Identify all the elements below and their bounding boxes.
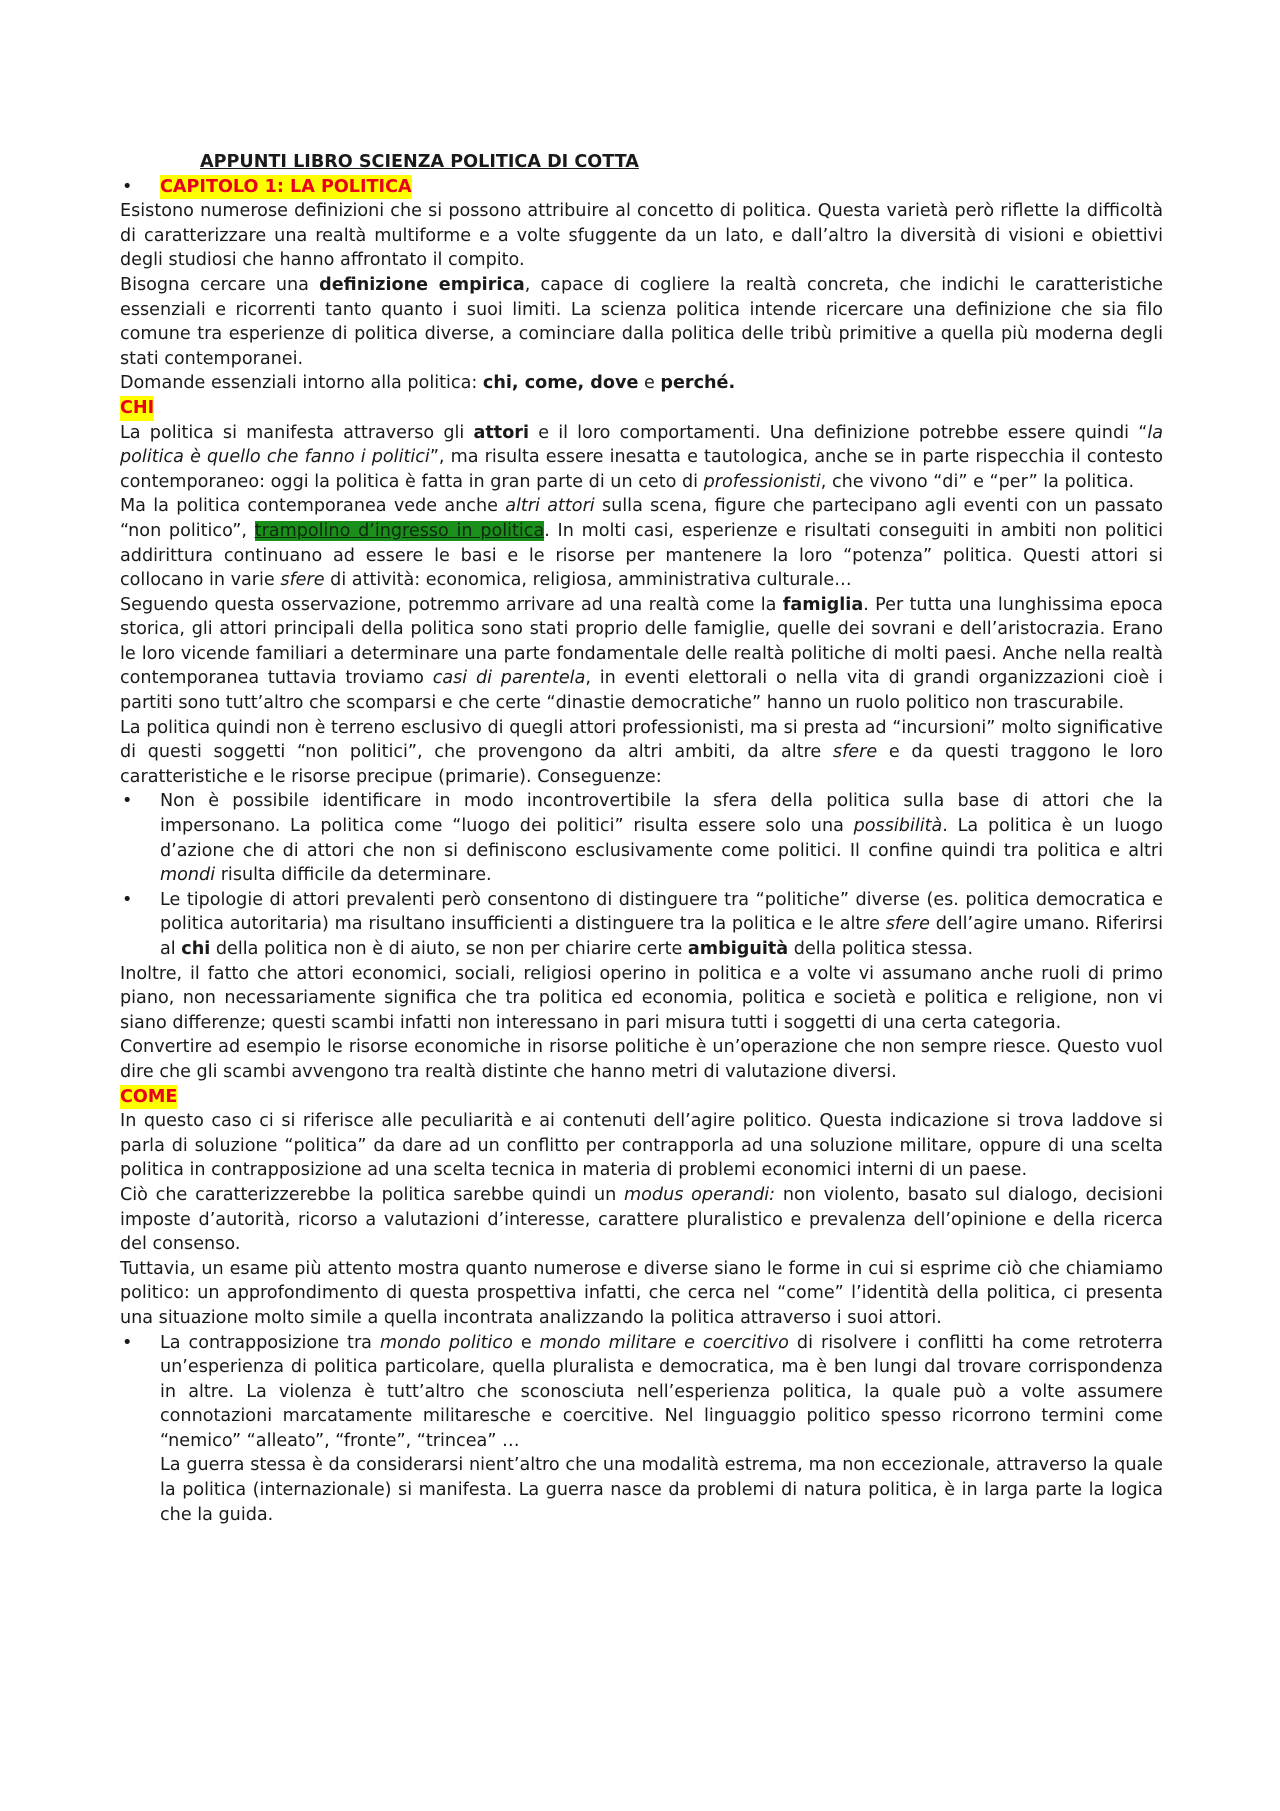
come-paragraph-1: In questo caso ci si riferisce alle peculiarità e ai contenuti dell’agire politico. Questa indicazione si trova laddove si parla di soluzione “politica” da dare ad un conflitto per contrapporla ad una soluzione militare, oppure di una scelta politica in contrapposizione ad una scelta tecnica in materia di problemi economici interni di un paese. bbox=[120, 1111, 1163, 1181]
intro-paragraph-3: Domande essenziali intorno alla politica: chi, come, dove e perché. bbox=[120, 373, 736, 394]
bullet-icon: • bbox=[122, 889, 133, 910]
bullet-icon: • bbox=[122, 791, 133, 812]
intro-paragraph-1: Esistono numerose definizioni che si possono attribuire al concetto di politica. Questa varietà però riflette la difficoltà di caratterizzare una realtà multiforme e a volte sfuggente da un lato, e dall’altro la diversità di visioni e obiettivi degli studiosi che hanno affrontato il compito. bbox=[120, 201, 1163, 271]
chi-paragraph-5: Inoltre, il fatto che attori economici, sociali, religiosi operino in politica e a volte vi assumano anche ruoli di primo piano, non necessariamente significa che tra politica ed economia, politica e società e politica e religione, non vi siano differenze; questi scambi infatti non interessano in pari misura tutti i soggetti di una certa categoria. bbox=[120, 963, 1163, 1033]
chi-bullet-1: • Non è possibile identificare in modo incontrovertibile la sfera della politica sulla base di attori che la impersonano. La politica come “luogo dei politici” risulta essere solo una possibilità. La politica è un luogo d’azione che di attori che non si definiscono esclusivamente come politici. Il confine quindi tra politica e altri mondi risulta difficile da determinare. bbox=[122, 791, 1163, 886]
chi-paragraph-2: Ma la politica contemporanea vede anche altri attori sulla scena, figure che partecipano agli eventi con un passato “non politico”, trampolino d’ingresso in politica. In molti casi, esperienze e risultati conseguiti in ambiti non politici addirittura continuano ad essere le basi e le risorse per mantenere la loro “potenza” politica. Questi attori si collocano in varie sfere di attività: economica, religiosa, amministrativa culturale… bbox=[120, 496, 1163, 591]
section-chi-heading-line bbox=[120, 396, 1163, 421]
section-heading-chi: CHI bbox=[120, 396, 154, 421]
chi-paragraph-1: La politica si manifesta attraverso gli attori e il loro comportamenti. Una definizione potrebbe essere quindi “la politica è quello che fanno i politici”, ma risulta essere inesatta e tautologica, anche se in parte rispecchia il contesto contemporaneo: oggi la politica è fatta in gran parte di un ceto di professionisti, che vivono “di” e “per” la politica. bbox=[120, 422, 1163, 492]
come-bullet-1: • La contrapposizione tra mondo politico e mondo militare e coercitivo di risolvere i conflitti ha come retroterra un’esperienza di politica particolare, quella pluralista e democratica, ma è ben lungi dal trovare corrispondenza in altre. La violenza è tutt’altro che sconosciuta nell’esperienza politica, la quale può a volte assumere connotazioni marcatamente militaresche e coercitive. Nel linguaggio politico spesso ricorrono termini come “nemico” “alleato”, “fronte”, “trincea” … bbox=[122, 1332, 1164, 1451]
come-bullet-1-continuation: La guerra stessa è da considerarsi nient’altro che una modalità estrema, ma non eccezionale, attraverso la quale la politica (internazionale) si manifesta. La guerra nasce da problemi di natura politica, è in larga parte la logica che la guida. bbox=[160, 1455, 1163, 1525]
bullet-icon: • bbox=[122, 1332, 133, 1353]
come-paragraph-2: Ciò che caratterizzerebbe la politica sarebbe quindi un modus operandi: non violento, basato sul dialogo, decisioni imposte d’autorità, ricorso a valutazioni d’interesse, carattere pluralistico e prevalenza dell’opinione e della ricerca del consenso. bbox=[120, 1184, 1164, 1255]
chapter-heading-line bbox=[120, 175, 1163, 200]
emphasis-definizione-empirica: definizione empirica bbox=[319, 274, 525, 295]
section-come-heading-line bbox=[120, 1085, 1163, 1110]
chi-paragraph-4: La politica quindi non è terreno esclusivo di quegli attori professionisti, ma si presta ad “incursioni” molto significative di questi soggetti “non politici”, che provengono da altri ambiti, da altre sfere e da questi traggono le loro caratteristiche e le risorse precipue (primarie). Conseguenze: bbox=[120, 717, 1163, 787]
chapter-heading: CAPITOLO 1: LA POLITICA bbox=[160, 175, 412, 200]
chi-paragraph-3: Seguendo questa osservazione, potremmo arrivare ad una realtà come la famiglia. Per tutta una lunghissima epoca storica, gli attori principali della politica sono stati proprio delle famiglie, quelle dei sovrani e dell’aristocrazia. Erano le loro vicende familiari a determinare una parte fondamentale delle realtà politiche di molti paesi. Anche nella realtà contemporanea tuttavia troviamo casi di parentela, in eventi elettorali o nella vita di grandi organizzazioni cioè i partiti sono tutt’altro che scomparsi e che certe “dinastie democratiche” hanno un ruolo politico non trascurabile. bbox=[120, 594, 1163, 714]
chi-bullet-2: • Le tipologie di attori prevalenti però consentono di distinguere tra “politiche” diverse (es. politica democratica e politica autoritaria) ma risultano insufficienti a distinguere tra la politica e le altre sfere dell’agire umano. Riferirsi al chi della politica non è di aiuto, se non per chiarire certe ambiguità della politica stessa. bbox=[122, 889, 1163, 959]
emphasis-perche: perché. bbox=[660, 373, 736, 394]
intro-paragraph-2: Bisogna cercare una definizione empirica, capace di cogliere la realtà concreta, che indichi le caratteristiche essenziali e ricorrenti tanto quanto i suoi limiti. La scienza politica intende ricercare una definizione che sia filo comune tra esperienze di politica diverse, a cominciare dalla politica delle tribù primitive a quella più moderna degli stati contemporanei. bbox=[120, 274, 1163, 369]
section-heading-come: COME bbox=[120, 1085, 177, 1110]
document-body bbox=[120, 150, 1163, 1527]
emphasis-questions: chi, come, dove bbox=[482, 373, 639, 394]
document-title: APPUNTI LIBRO SCIENZA POLITICA DI COTTA bbox=[200, 152, 639, 172]
bullet-icon: • bbox=[122, 176, 133, 197]
come-paragraph-3: Tuttavia, un esame più attento mostra quanto numerose e diverse siano le forme in cui si esprime ciò che chiamiamo politico: un approfondimento di questa prospettiva infatti, che cerca nel “come” l’identità della politica, ci presenta una situazione molto simile a quella incontrata analizzando la politica attraverso i suoi attori. bbox=[120, 1258, 1163, 1328]
chi-paragraph-6: Convertire ad esempio le risorse economiche in risorse politiche è un’operazione che non sempre riesce. Questo vuol dire che gli scambi avvengono tra realtà distinte che hanno metri di valutazione diversi. bbox=[120, 1037, 1163, 1082]
highlighted-phrase: trampolino d’ingresso in politica bbox=[254, 520, 545, 541]
